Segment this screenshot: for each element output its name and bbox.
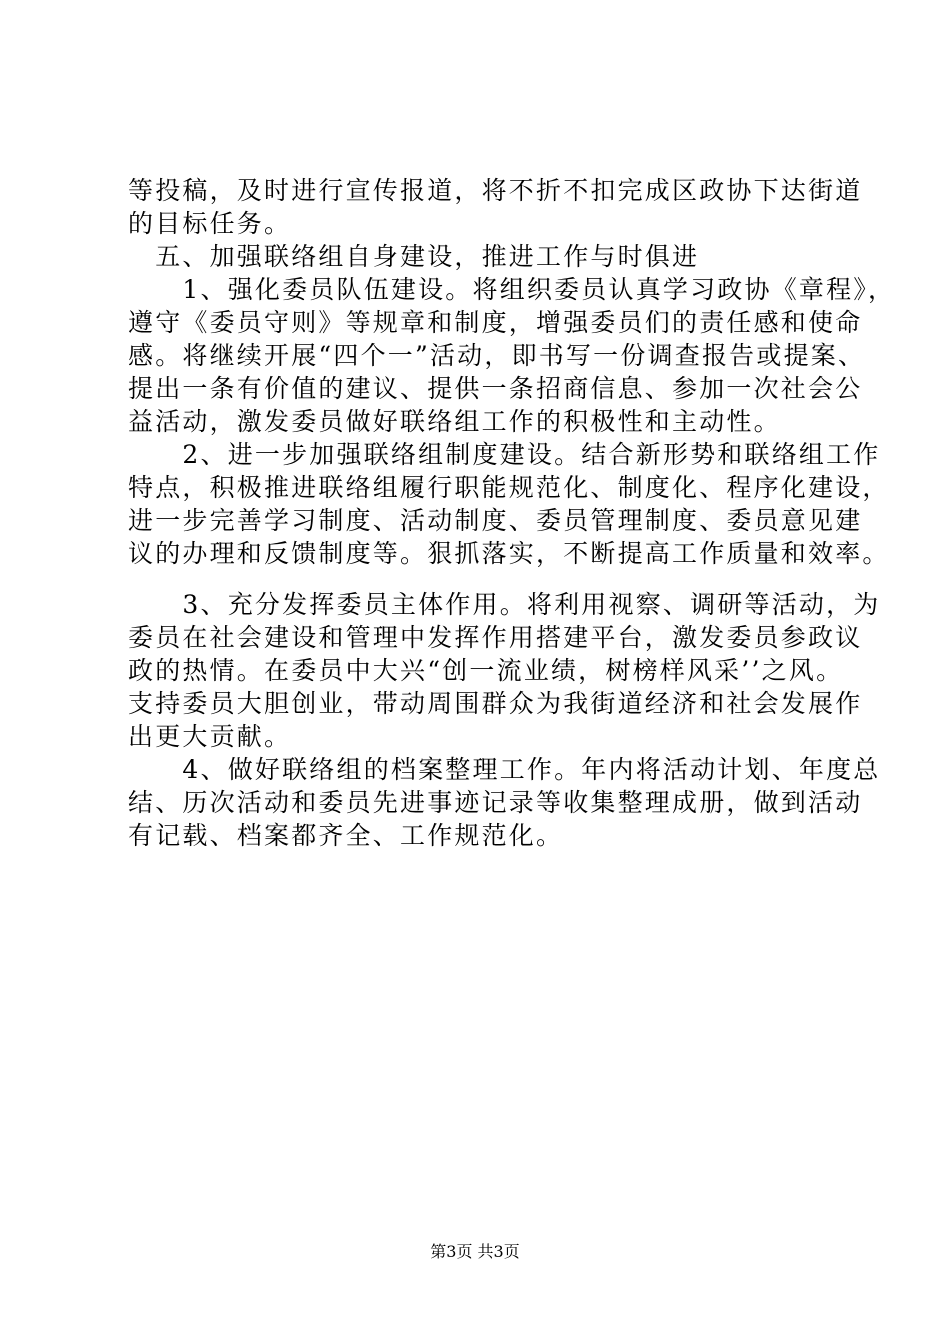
section-heading: 五、加强联络组自身建设，推进工作与时俱进	[128, 242, 700, 271]
text-line: 1、强化委员队伍建设。将组织委员认真学习政协《章程》，	[128, 275, 896, 304]
text-line: 益活动，激发委员做好联络组工作的积极性和主动性。	[128, 407, 781, 436]
text-line: 遵守《委员守则》等规章和制度，增强委员们的责任感和使命	[128, 308, 863, 337]
text-line: 3、充分发挥委员主体作用。将利用视察、调研等活动，为	[128, 590, 881, 619]
text-line: 结、历次活动和委员先进事迹记录等收集整理成册，做到活动	[128, 788, 863, 817]
page-number-footer: 第3页 共3页	[430, 1242, 520, 1261]
text-line: 感。将继续开展“四个一”活动，即书写一份调查报告或提案、	[128, 341, 866, 370]
text-line: 委员在社会建设和管理中发挥作用搭建平台，激发委员参政议	[128, 623, 863, 652]
text-line: 等投稿，及时进行宣传报道，将不折不扣完成区政协下达街道	[128, 176, 863, 205]
text-line: 4、做好联络组的档案整理工作。年内将活动计划、年度总	[128, 755, 881, 784]
text-line: 出更大贡献。	[128, 722, 292, 751]
text-line: 特点，积极推进联络组履行职能规范化、制度化、程序化建设，	[128, 473, 890, 502]
text-line: 提出一条有价值的建议、提供一条招商信息、参加一次社会公	[128, 374, 863, 403]
text-line: 政的热情。在委员中大兴“创一流业绩，树榜样风采’’之风。	[128, 656, 844, 685]
text-line: 2、进一步加强联络组制度建设。结合新形势和联络组工作	[128, 440, 881, 469]
text-line: 的目标任务。	[128, 209, 292, 238]
text-line: 支持委员大胆创业，带动周围群众为我街道经济和社会发展作	[128, 689, 863, 718]
text-line: 有记载、档案都齐全、工作规范化。	[128, 821, 564, 850]
text-line: 进一步完善学习制度、活动制度、委员管理制度、委员意见建	[128, 506, 863, 535]
text-line: 议的办理和反馈制度等。狠抓落实，不断提高工作质量和效率。	[128, 539, 890, 568]
